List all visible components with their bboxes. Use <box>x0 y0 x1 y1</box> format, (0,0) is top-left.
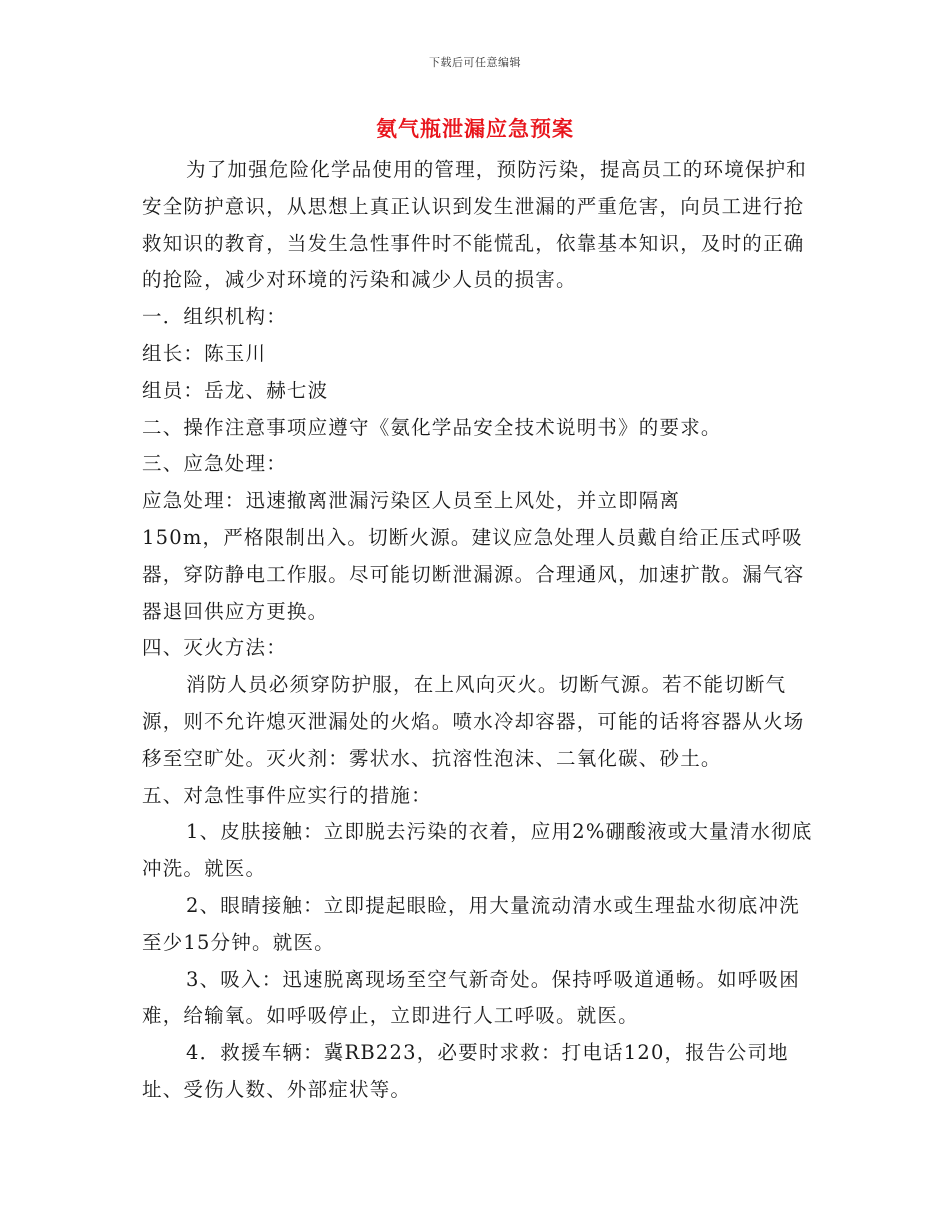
emergency-paragraph-continued: 150m，严格限制出入。切断火源。建议应急处理人员戴自给正压式呼吸器，穿防静电工作服。尽可能切断泄漏源。合理通风，加速扩散。漏气容器退回供应方更换。 <box>142 525 805 623</box>
section-heading-firefighting: 四、灭火方法： <box>142 636 287 660</box>
document-body <box>142 152 818 1109</box>
intro-paragraph: 为了加强危险化学品使用的管理，预防污染，提高员工的环境保护和安全防护意识，从思想上真正认识到发生泄漏的严重危害，向员工进行抢救知识的教育，当发生急性事件时不能慌乱，依靠基本知识，及时的正确的抢险，减少对环境的污染和减少人员的损害。 <box>142 158 808 292</box>
document-title: 氨气瓶泄漏应急预案 <box>376 116 574 141</box>
section-heading-organization: 一．组织机构： <box>142 305 287 329</box>
team-leader-line: 组长：陈玉川 <box>142 341 267 365</box>
measure-inhalation: 3、吸入：迅速脱离现场至空气新奇处。保持呼吸道通畅。如呼吸困难，给输氧。如呼吸停止，立即进行人工呼吸。就医。 <box>142 967 800 1028</box>
measure-rescue-vehicle: 4．救援车辆：冀RB223，必要时求救：打电话120，报告公司地址、受伤人数、外部症状等。 <box>142 1041 789 1101</box>
firefighting-paragraph: 消防人员必须穿防护服，在上风向灭火。切断气源。若不能切断气源，则不允许熄灭泄漏处的火焰。喷水冷却容器，可能的话将容器从火场移至空旷处。灭火剂：雾状水、抗溶性泡沫、二氧化碳、砂土。 <box>142 673 805 770</box>
team-members-line: 组员：岳龙、赫七波 <box>142 378 329 402</box>
section-operation-notes: 二、操作注意事项应遵守《氨化学品安全技术说明书》的要求。 <box>142 415 722 439</box>
section-heading-emergency: 三、应急处理： <box>142 452 287 476</box>
measure-skin-contact: 1、皮肤接触：立即脱去污染的衣着，应用2%硼酸液或大量清水彻底冲洗。就医。 <box>142 820 813 881</box>
section-heading-measures: 五、对急性事件应实行的措施： <box>142 783 432 807</box>
emergency-paragraph-start: 应急处理：迅速撤离泄漏污染区人员至上风处，并立即隔离 <box>142 489 681 513</box>
page-header-note: 下载后可任意编辑 <box>429 56 521 69</box>
measure-eye-contact: 2、眼睛接触：立即提起眼睑，用大量流动清水或生理盐水彻底冲洗至少15分钟。就医。 <box>142 893 800 954</box>
